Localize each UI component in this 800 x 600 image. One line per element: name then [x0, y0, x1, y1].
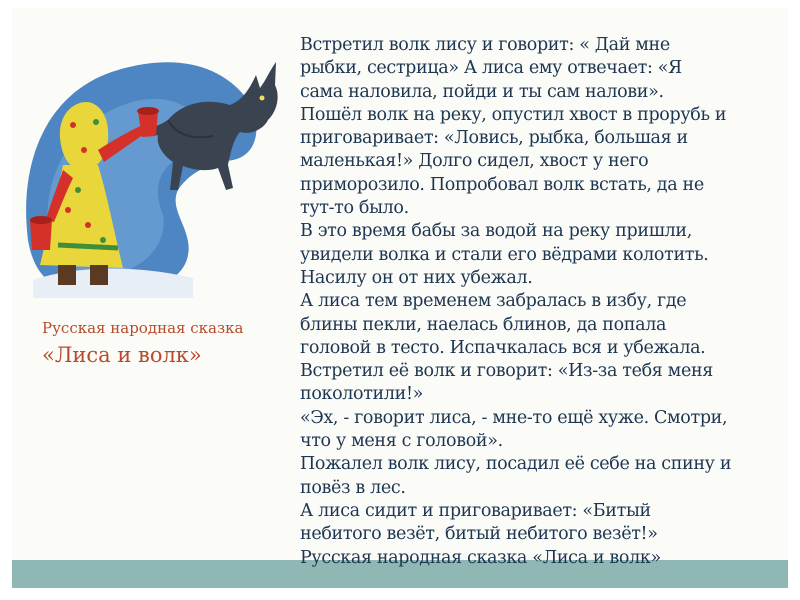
- story-line: приморозило. Попробовал волк встать, да не: [300, 174, 704, 195]
- story-line: Пошёл волк на реку, опустил хвост в прорубь и: [300, 104, 727, 125]
- story-line: А лиса тем временем забралась в избу, где: [300, 291, 687, 312]
- story-line: рыбки, сестрица» А лиса ему отвечает: «Я: [300, 58, 682, 79]
- story-line: сама наловила, пойди и ты сам налови».: [300, 81, 664, 102]
- woman-with-buckets-and-wolf-icon: [18, 40, 286, 298]
- story-line: небитого везёт, битый небитого везёт!»: [300, 524, 658, 545]
- story-line: маленькая!» Долго сидел, хвост у него: [300, 151, 649, 172]
- story-line: что у меня с головой».: [300, 431, 503, 452]
- story-line: Встретил её волк и говорит: «Из-за тебя меня: [300, 361, 713, 382]
- story-line: Русская народная сказка «Лиса и волк»: [300, 547, 661, 568]
- story-text: [300, 34, 770, 570]
- story-line: «Эх, - говорит лиса, - мне-то ещё хуже. Смотри,: [300, 407, 728, 428]
- story-line: повёз в лес.: [300, 477, 406, 498]
- caption-subtitle: Русская народная сказка: [42, 319, 244, 337]
- story-line: В это время бабы за водой на реку пришли,: [300, 221, 692, 242]
- caption-title: «Лиса и волк»: [42, 343, 202, 367]
- story-line: поколотили!»: [300, 384, 423, 405]
- story-line: блины пекли, наелась блинов, да попала: [300, 314, 667, 335]
- story-line: Пожалел волк лису, посадил её себе на спину и: [300, 454, 732, 475]
- caption: [42, 318, 282, 369]
- story-line: увидели волка и стали его вёдрами колотить.: [300, 244, 709, 265]
- story-line: приговаривает: «Ловись, рыбка, большая и: [300, 128, 688, 149]
- story-line: головой в тесто. Испачкалась вся и убежала.: [300, 337, 706, 358]
- story-line: А лиса сидит и приговаривает: «Битый: [300, 500, 651, 521]
- story-line: тут-то было.: [300, 198, 409, 219]
- story-line: Встретил волк лису и говорит: « Дай мне: [300, 35, 670, 55]
- story-line: Насилу он от них убежал.: [300, 267, 533, 288]
